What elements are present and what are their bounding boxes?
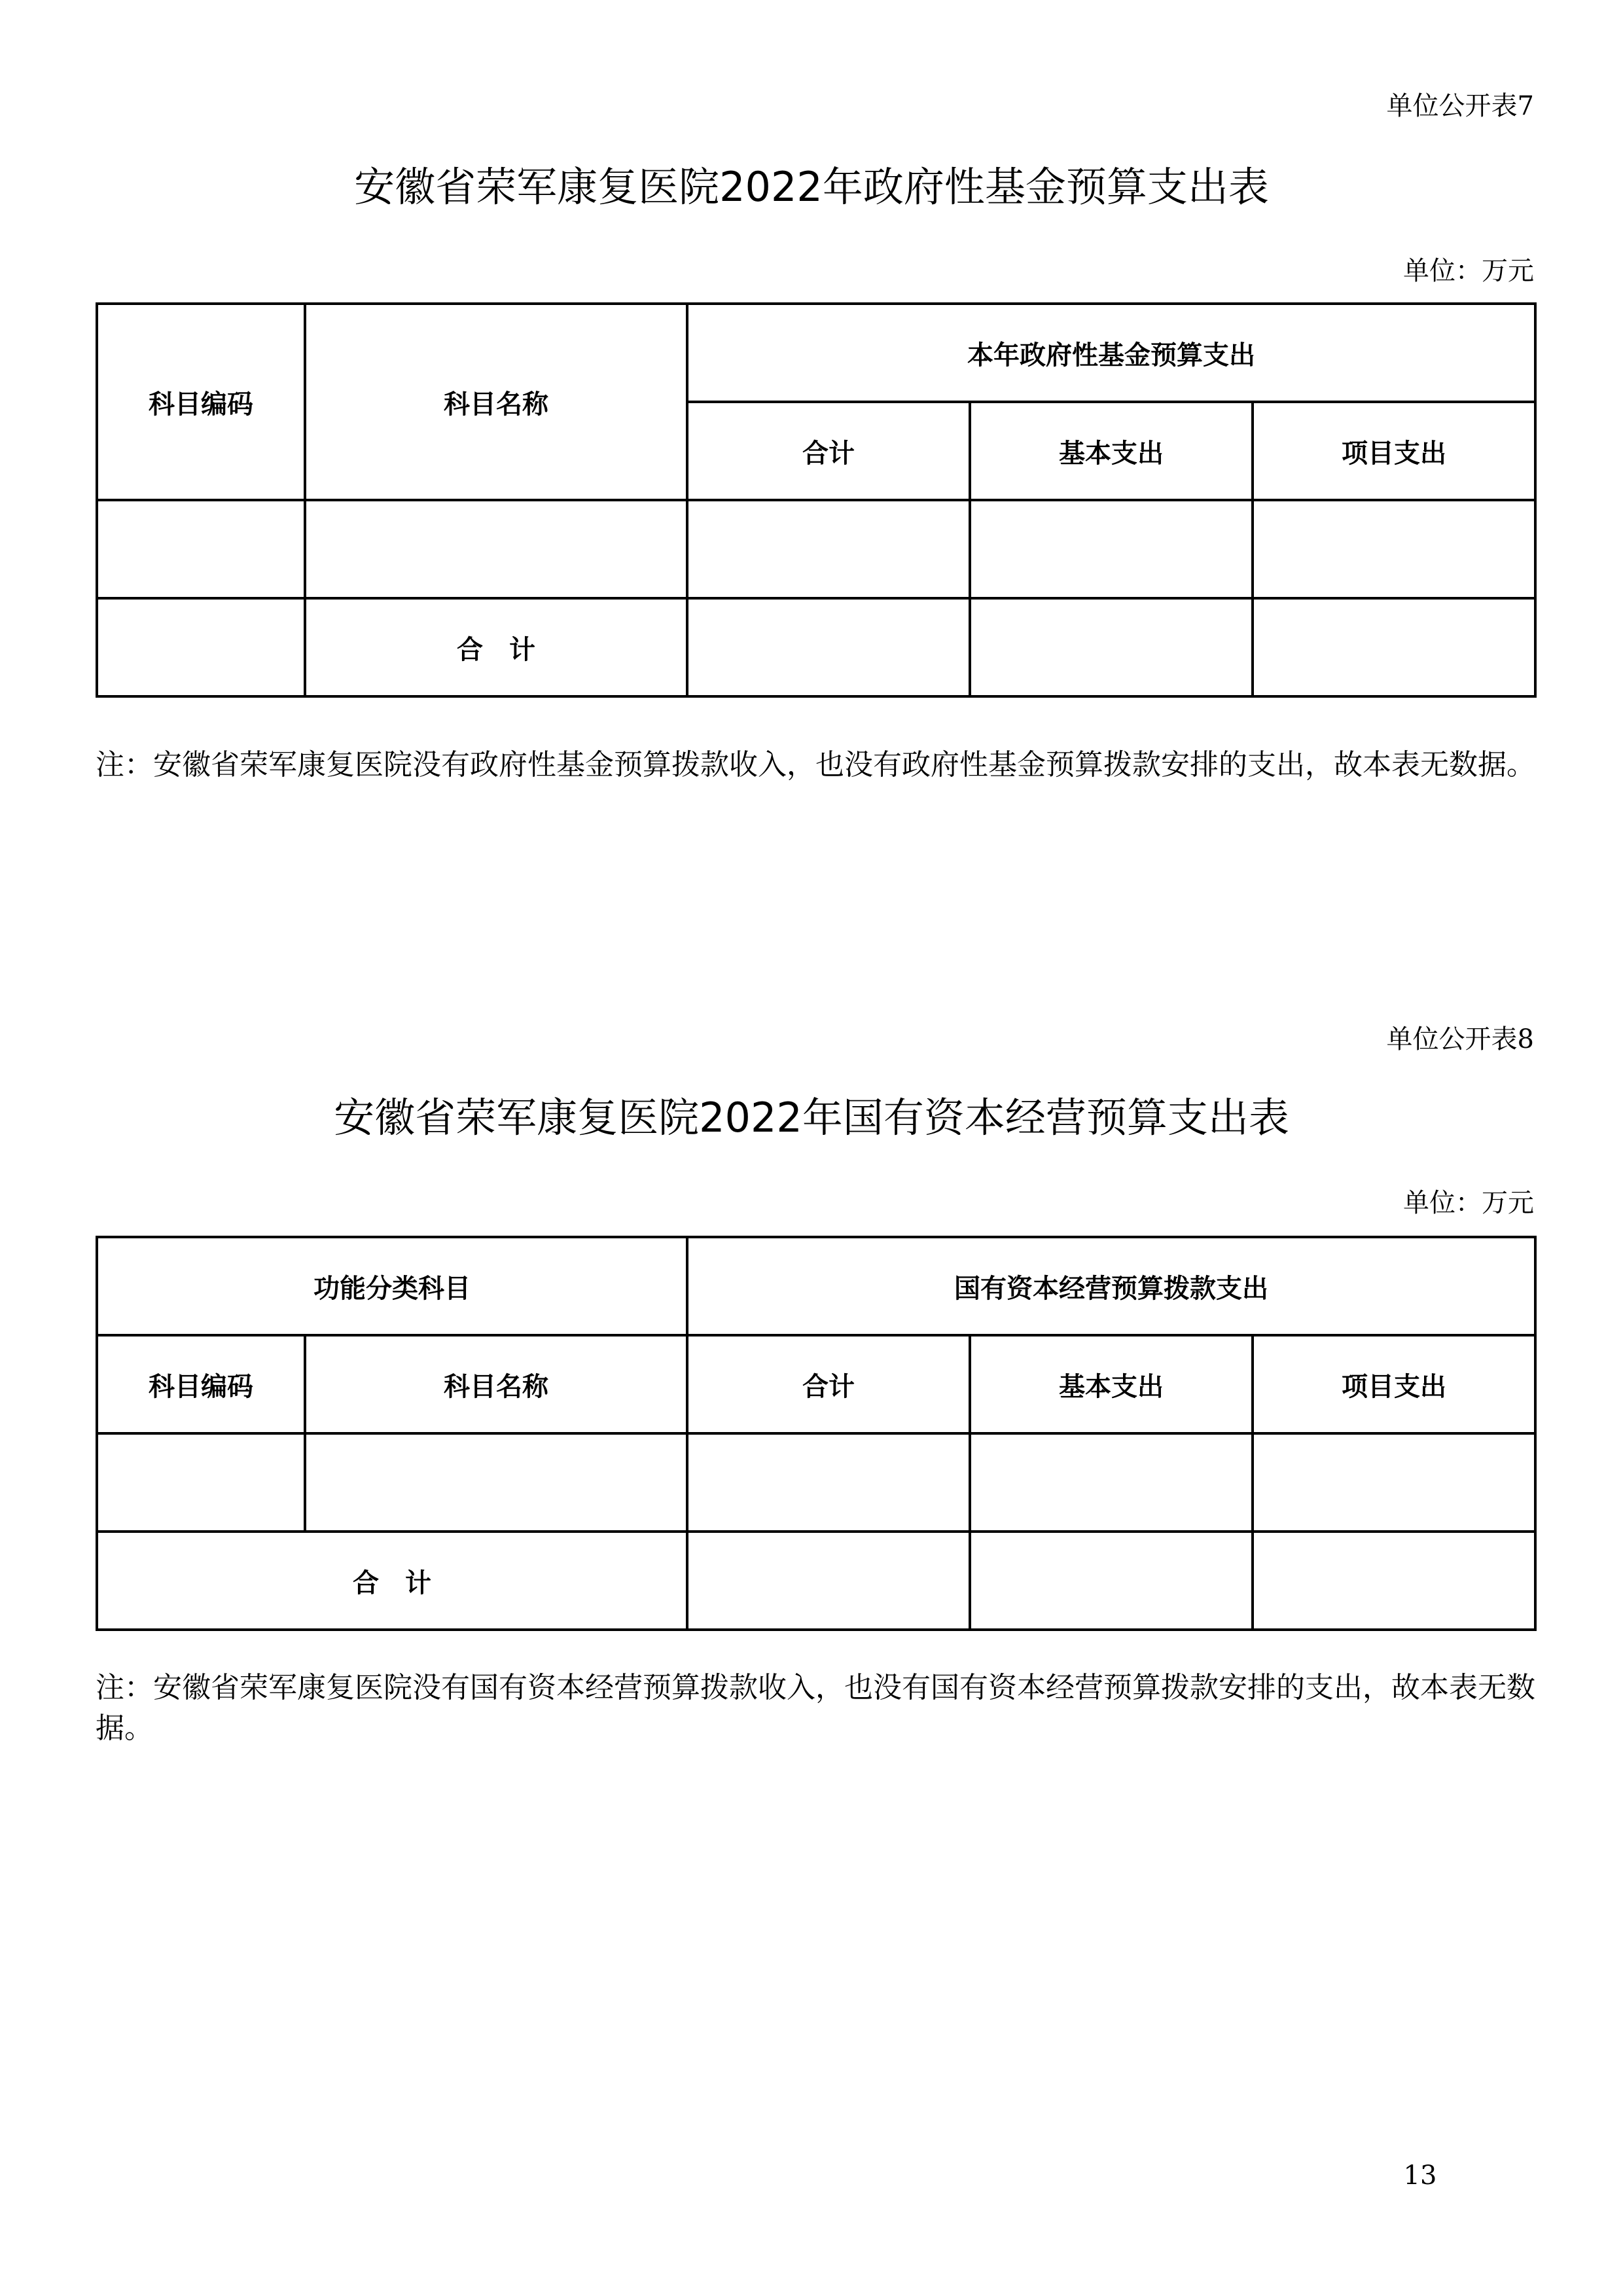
table8-data-row bbox=[97, 1433, 1535, 1532]
table8-header-function-group: 功能分类科目 bbox=[97, 1237, 687, 1335]
table7-data-row bbox=[97, 500, 1535, 598]
table7-total-code bbox=[97, 598, 305, 696]
table8-cell-code bbox=[97, 1433, 305, 1532]
table7-header-name: 科目名称 bbox=[305, 304, 687, 500]
table7-total-project bbox=[1253, 598, 1535, 696]
table7-cell-project bbox=[1253, 500, 1535, 598]
table7-header-code: 科目编码 bbox=[97, 304, 305, 500]
table7-total-basic bbox=[970, 598, 1253, 696]
page-number: 13 bbox=[1403, 2161, 1437, 2191]
table8-header-name: 科目名称 bbox=[305, 1335, 687, 1433]
table7-cell-basic bbox=[970, 500, 1253, 598]
table8-header-basic: 基本支出 bbox=[970, 1335, 1253, 1433]
table8-total-basic bbox=[970, 1532, 1253, 1630]
table7-header-group: 本年政府性基金预算支出 bbox=[687, 304, 1535, 402]
table8-note: 注：安徽省荣军康复医院没有国有资本经营预算拨款收入，也没有国有资本经营预算拨款安排的支出，故本表无数据。 bbox=[96, 1671, 1535, 1745]
table8-cell-total bbox=[687, 1433, 970, 1532]
table7-cell-total bbox=[687, 500, 970, 598]
table7-header-basic: 基本支出 bbox=[970, 402, 1253, 500]
table8-header-expense-group: 国有资本经营预算拨款支出 bbox=[687, 1237, 1535, 1335]
table8-title: 安徽省荣军康复医院2022年国有资本经营预算支出表 bbox=[334, 1094, 1289, 1141]
table7-number: 单位公开表7 bbox=[1386, 91, 1534, 121]
table8-number: 单位公开表8 bbox=[1386, 1024, 1534, 1054]
table7-cell-name bbox=[305, 500, 687, 598]
table7-unit: 单位：万元 bbox=[1403, 256, 1534, 286]
table8-total-project bbox=[1253, 1532, 1535, 1630]
table7-total-row bbox=[97, 598, 1535, 696]
table7-note: 注：安徽省荣军康复医院没有政府性基金预算拨款收入，也没有政府性基金预算拨款安排的支出，故本表无数据。 bbox=[96, 748, 1535, 781]
table8-cell-name bbox=[305, 1433, 687, 1532]
table7-grid bbox=[96, 302, 1537, 698]
table8-total-label: 合 计 bbox=[97, 1532, 687, 1630]
table8-header-project: 项目支出 bbox=[1253, 1335, 1535, 1433]
table7-header-total: 合计 bbox=[687, 402, 970, 500]
table8-cell-project bbox=[1253, 1433, 1535, 1532]
table7-total-label: 合 计 bbox=[305, 598, 687, 696]
table8-total-total bbox=[687, 1532, 970, 1630]
table7-total-total bbox=[687, 598, 970, 696]
table8-header-total: 合计 bbox=[687, 1335, 970, 1433]
table8-cell-basic bbox=[970, 1433, 1253, 1532]
table8-unit: 单位：万元 bbox=[1403, 1188, 1534, 1218]
table8-header-code: 科目编码 bbox=[97, 1335, 305, 1433]
table7-title: 安徽省荣军康复医院2022年政府性基金预算支出表 bbox=[354, 163, 1269, 211]
table8-total-row bbox=[97, 1532, 1535, 1630]
table7-cell-code bbox=[97, 500, 305, 598]
table8-grid bbox=[96, 1236, 1537, 1631]
table7-header-project: 项目支出 bbox=[1253, 402, 1535, 500]
